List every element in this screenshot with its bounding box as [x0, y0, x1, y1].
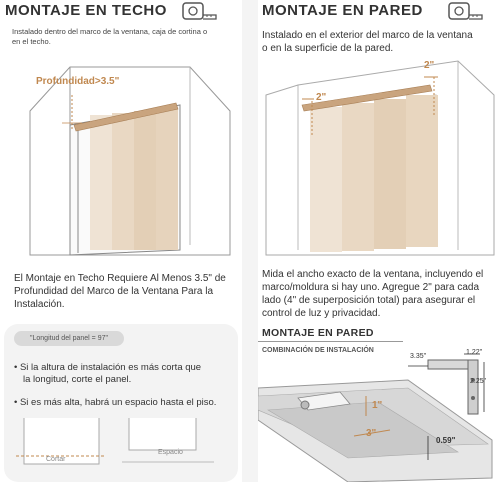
wall-mount-section-title: MONTAJE EN PARED [262, 327, 374, 339]
ceiling-mount-subtitle: Instalado dentro del marco de la ventana, caja de cortina o en el techo. [12, 27, 208, 46]
center-divider [242, 0, 258, 482]
tape-measure-icon [448, 0, 484, 22]
dim-2in-left: 2" [316, 92, 327, 103]
dim-3-35: 3.35" [410, 353, 427, 360]
dim-2in-right: 2" [424, 60, 435, 71]
cut-and-space-illustration [14, 416, 234, 476]
dim-0-59: 0.59" [436, 436, 456, 445]
panel-length-pill: "Longitud del panel = 97" [14, 331, 124, 346]
space-label: Espacio [158, 449, 183, 456]
dim-1in: 1" [372, 400, 383, 411]
wall-mount-title: MONTAJE EN PARED [262, 2, 423, 19]
dim-3in: 3" [366, 428, 377, 439]
bullet-cut-panel: • Si la altura de instalación es más corta que la longitud, corte el panel. [14, 362, 202, 385]
wall-mount-subtitle: Instalado en el exterior del marco de la ventana o en la superficie de la pared. [262, 30, 473, 54]
wall-mount-illustration [258, 55, 500, 260]
dim-1-22: 1.22" [466, 349, 483, 356]
depth-label: Profundidad>3.5" [36, 76, 120, 87]
ceiling-mount-title: MONTAJE EN TECHO [5, 2, 167, 19]
dim-2-25: 2.25" [470, 378, 487, 385]
rail-bracket-illustration [258, 340, 500, 482]
installation-combo-title: COMBINACIÓN DE INSTALACIÓN [262, 347, 374, 354]
cut-label: Cortar [46, 456, 66, 463]
wall-mount-description: Mida el ancho exacto de la ventana, incluyendo el marco/moldura si hay uno. Agregue 2" para cada lado (4" de superposición total) para asegurar el control de luz y privacidad. [262, 269, 484, 319]
bullet-floor-gap: • Si es más alta, habrá un espacio hasta el piso. [14, 397, 217, 408]
tape-measure-icon [182, 0, 218, 22]
ceiling-mount-description: El Montaje en Techo Requiere Al Menos 3.5" de Profundidad del Marco de la Ventana Para la Instalación. [14, 273, 226, 310]
